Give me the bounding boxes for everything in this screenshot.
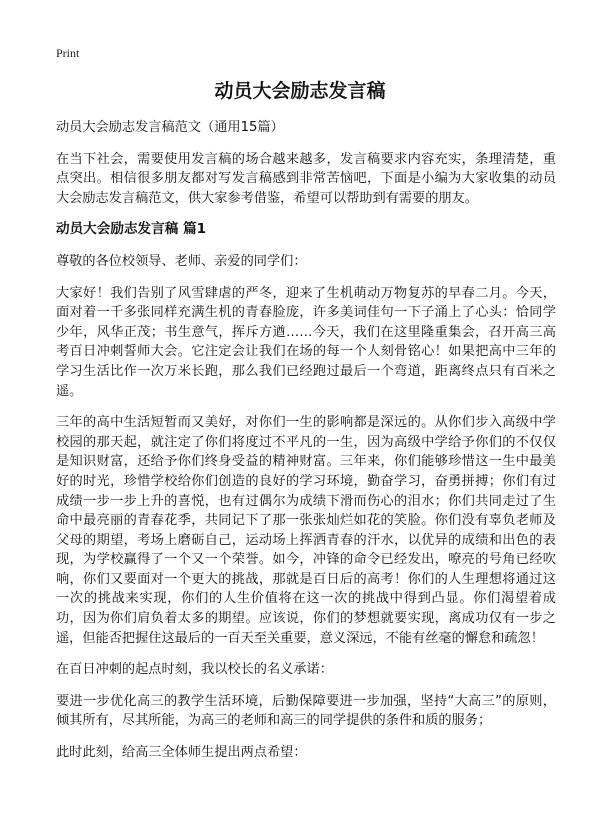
document-body	[56, 118, 556, 775]
body-paragraph: 大家好！我们告别了风雪肆虐的严冬，迎来了生机萌动万物复苏的早春二月。今天，面对着一千多张同样充满生机的青春脸庞，许多美词佳句一下子涌上了心头：恰同学少年，风华正茂；书生意气，挥斥方遒……今天，我们在这里隆重集会，召开高三高考百日冲刺誓师大会。它注定会让我们在场的每一个人刻骨铭心！如果把高中三年的学习生活比作一次万米长跑，那么我们已经跑过最后一个弯道，距离终点只有百米之遥。	[56, 285, 556, 399]
body-paragraph: 要进一步优化高三的教学生活环境，后勤保障要进一步加强，坚持“大高三”的原则，倾其所有，尽其所能，为高三的老师和高三的同学提供的条件和质的服务；	[56, 693, 556, 729]
salutation-paragraph: 尊敬的各位校领导、老师、亲爱的同学们：	[56, 253, 307, 269]
document-title: 动员大会励志发言稿	[214, 80, 386, 102]
body-paragraph: 此时此刻，给高三全体师生提出两点希望：	[56, 745, 307, 761]
print-label: Print	[56, 46, 80, 60]
document-subtitle: 动员大会励志发言稿范文（通用15篇）	[56, 120, 284, 135]
body-paragraph: 三年的高中生活短暂而又美好，对你们一生的影响都是深远的。从你们步入高级中学校园的那天起，就注定了你们将度过不平凡的一生，因为高级中学给予你们的不仅仅是知识财富，还给予你们终身受益的精神财富。三年来，你们能够珍惜这一生中最美好的时光，珍惜学校给你们创造的良好的学习环境，勤奋学习，奋勇拼搏；你们有过成绩一步一步上升的喜悦，也有过偶尔为成绩下滑而伤心的泪水；你们共同走过了生命中最亮丽的青春花季，共同记下了那一张张灿烂如花的笑脸。你们没有辜负老师及父母的期望，考场上磨砺自己，运动场上挥洒青春的汗水，以优异的成绩和出色的表现，为学校赢得了一个又一个荣誉。如今，冲锋的命令已经发出，嘹亮的号角已经吹响，你们又要面对一个更大的挑战，那就是百日后的高考！你们的人生理想将通过这一次的挑战来实现，你们的人生价值将在这一次的挑战中得到凸显。你们渴望着成功，因为你们肩负着太多的期望。应该说，你们的梦想就要实现，离成功仅有一步之遥，但能否把握住这最后的一百天至关重要，意义深远，不能有丝毫的懈怠和疏忽！	[56, 415, 556, 646]
intro-paragraph: 在当下社会，需要使用发言稿的场合越来越多，发言稿要求内容充实，条理清楚，重点突出。相信很多朋友都对写发言稿感到非常苦恼吧，下面是小编为大家收集的动员大会励志发言稿范文，供大家参考借鉴，希望可以帮助到有需要的朋友。	[56, 151, 556, 206]
section-heading: 动员大会励志发言稿 篇1	[56, 221, 207, 238]
body-paragraph: 在百日冲刺的起点时刻，我以校长的名义承诺：	[56, 662, 333, 678]
